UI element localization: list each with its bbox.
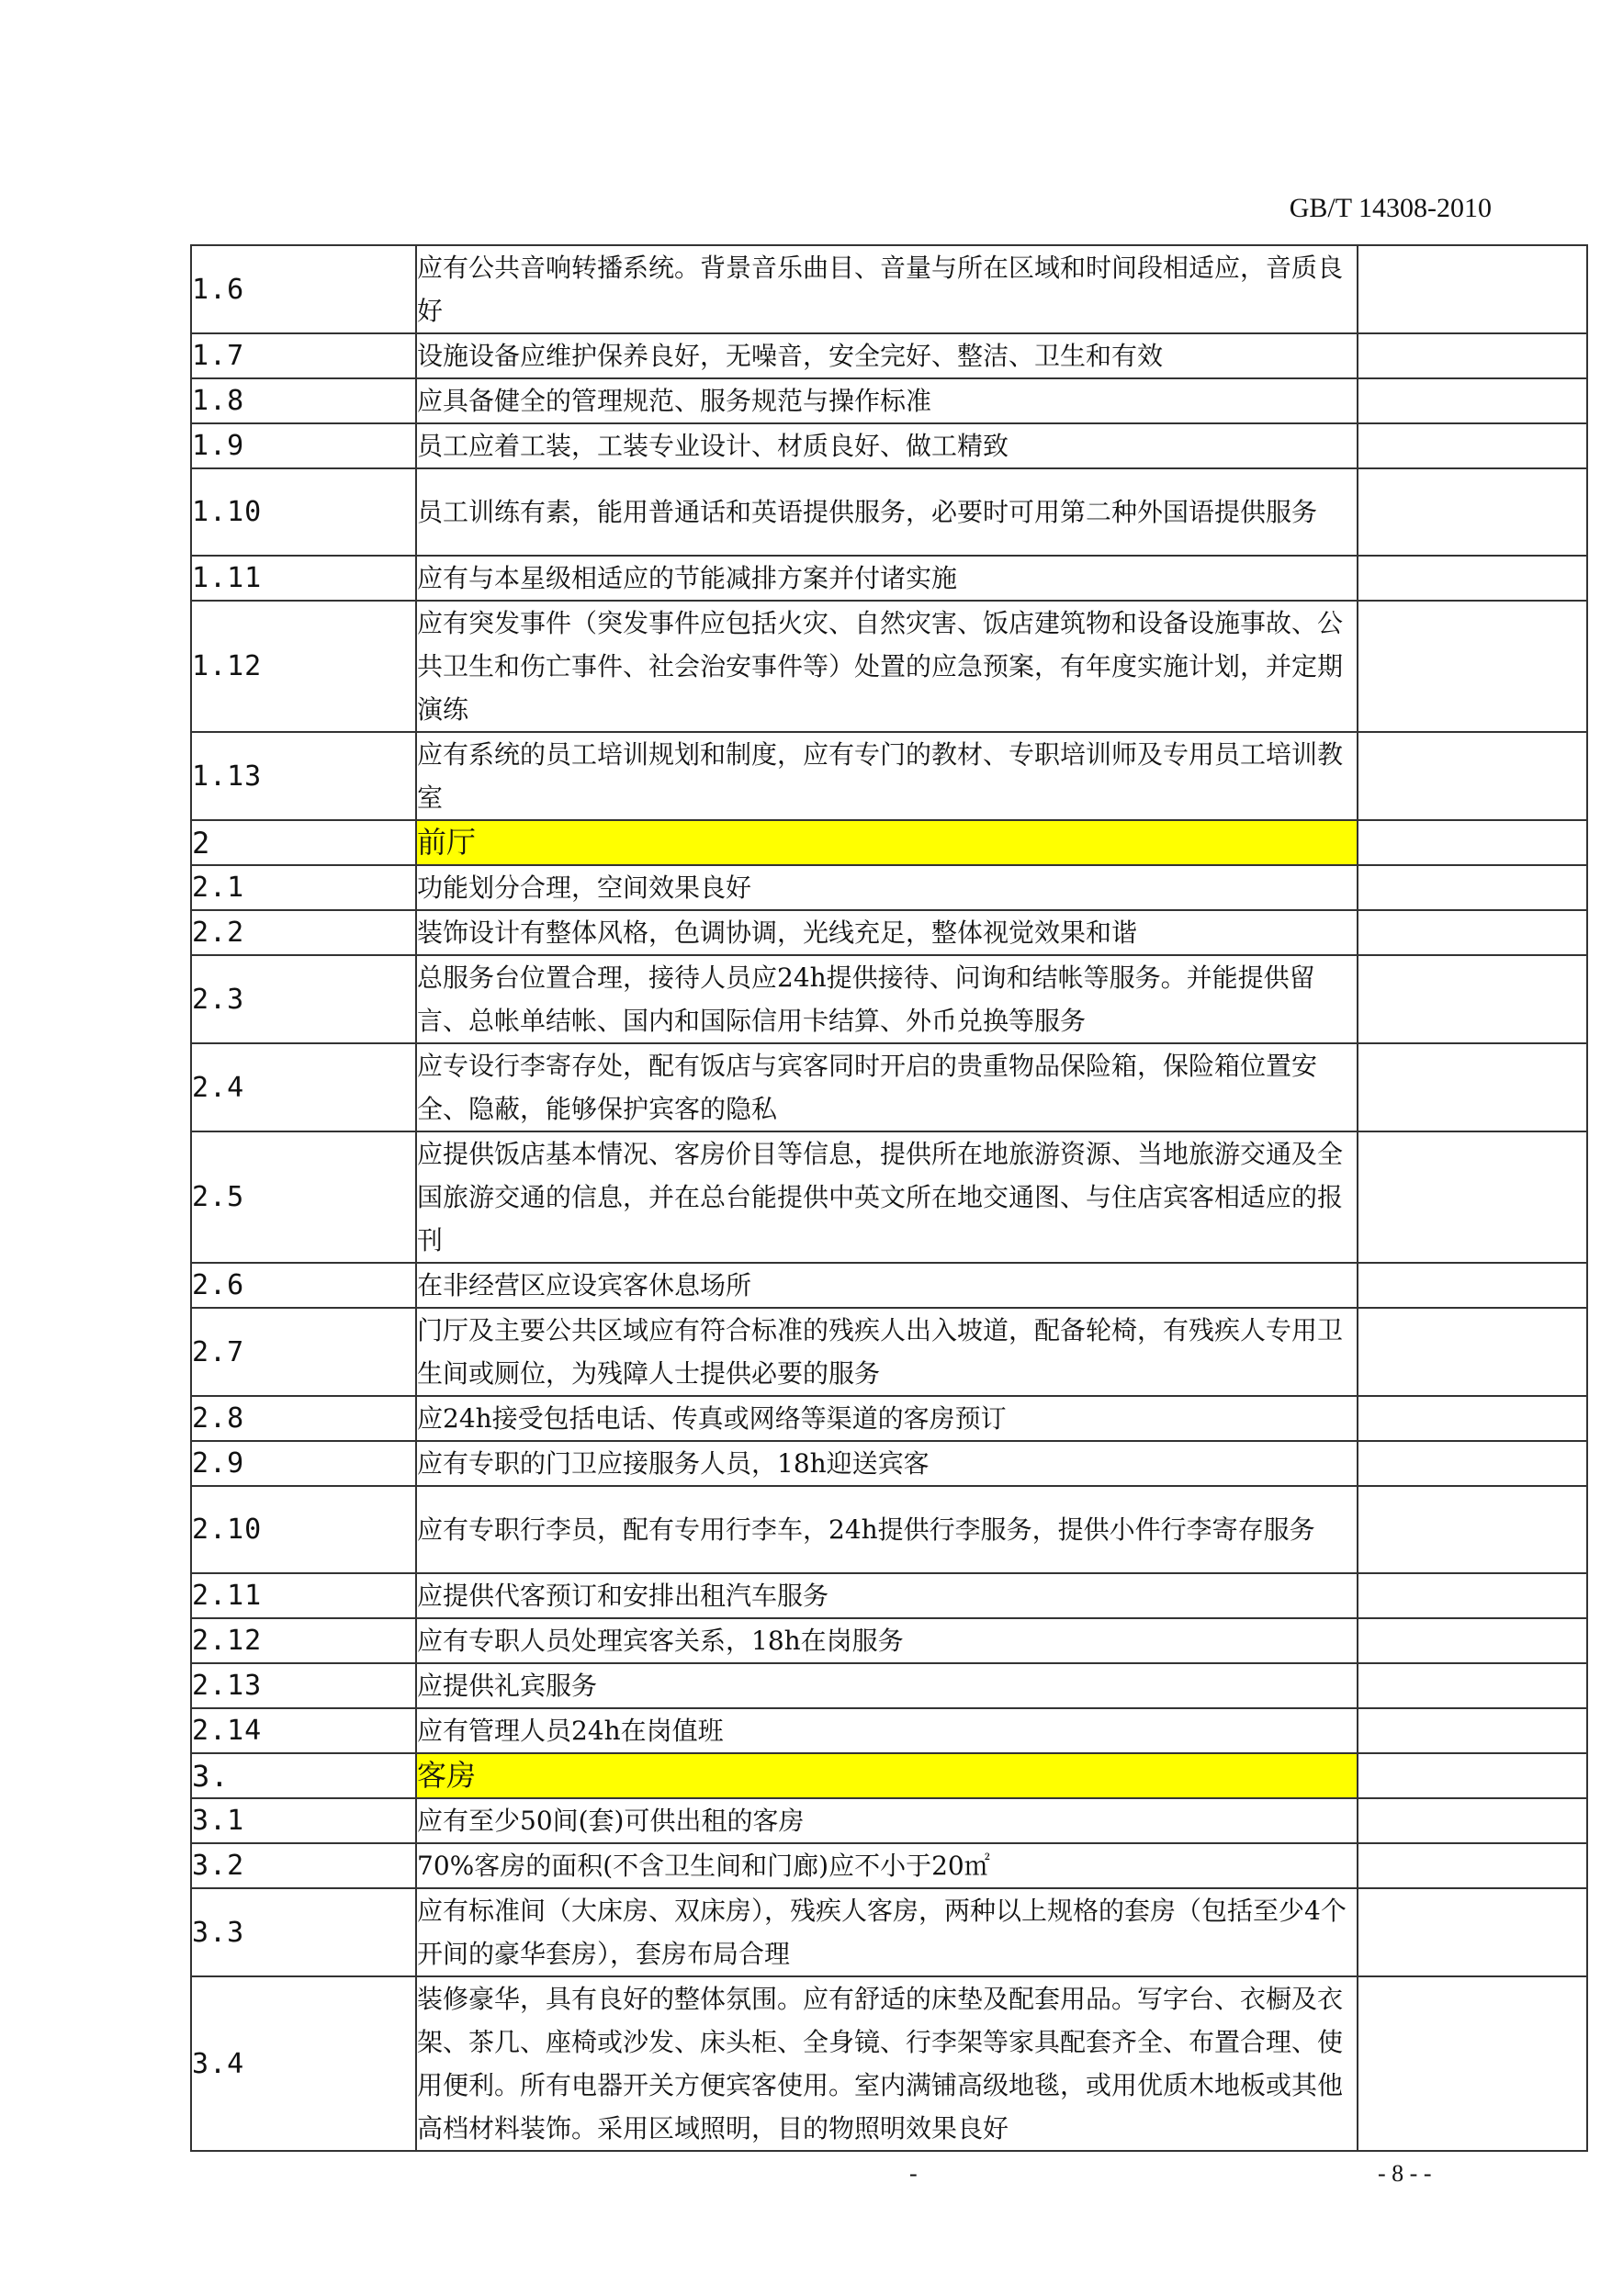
item-requirement: 应有突发事件（突发事件应包括火灾、自然灾害、饭店建筑物和设备设施事故、公共卫生和伤亡事件、社会治安事件等）处置的应急预案，有年度实施计划，并定期演练 bbox=[416, 601, 1358, 732]
document-code: GB/T 14308-2010 bbox=[1289, 193, 1492, 223]
table-row bbox=[191, 955, 1587, 1043]
item-requirement: 员工应着工装，工装专业设计、材质良好、做工精致 bbox=[416, 423, 1358, 468]
section-row bbox=[191, 1753, 1587, 1798]
item-requirement: 应专设行李寄存处，配有饭店与宾客同时开启的贵重物品保险箱，保险箱位置安全、隐蔽，能够保护宾客的隐私 bbox=[416, 1043, 1358, 1131]
table-row bbox=[191, 1573, 1587, 1618]
item-number: 1.6 bbox=[191, 245, 416, 333]
blank-cell bbox=[1358, 601, 1587, 732]
table-row bbox=[191, 910, 1587, 955]
table-row bbox=[191, 1798, 1587, 1843]
item-requirement: 功能划分合理，空间效果良好 bbox=[416, 865, 1358, 910]
table-row bbox=[191, 601, 1587, 732]
item-requirement: 装修豪华，具有良好的整体氛围。应有舒适的床垫及配套用品。写字台、衣橱及衣架、茶几、座椅或沙发、床头柜、全身镜、行李架等家具配套齐全、布置合理、使用便利。所有电器开关方便宾客使用。室内满铺高级地毯，或用优质木地板或其他高档材料装饰。采用区域照明，目的物照明效果良好 bbox=[416, 1976, 1358, 2151]
table-row bbox=[191, 1263, 1587, 1308]
blank-cell bbox=[1358, 1798, 1587, 1843]
item-requirement: 应有专职行李员，配有专用行李车，24h提供行李服务，提供小件行李寄存服务 bbox=[416, 1486, 1358, 1573]
item-requirement: 应有系统的员工培训规划和制度，应有专门的教材、专职培训师及专用员工培训教室 bbox=[416, 732, 1358, 820]
item-number: 2.6 bbox=[191, 1263, 416, 1308]
blank-cell bbox=[1358, 1663, 1587, 1708]
blank-cell bbox=[1358, 955, 1587, 1043]
item-number: 2.7 bbox=[191, 1308, 416, 1396]
blank-cell bbox=[1358, 910, 1587, 955]
blank-cell bbox=[1358, 1131, 1587, 1263]
table-row bbox=[191, 378, 1587, 423]
blank-cell bbox=[1358, 1263, 1587, 1308]
blank-cell bbox=[1358, 1441, 1587, 1486]
blank-cell bbox=[1358, 732, 1587, 820]
item-number: 2 bbox=[191, 820, 416, 865]
table-row bbox=[191, 333, 1587, 378]
blank-cell bbox=[1358, 333, 1587, 378]
table-row bbox=[191, 468, 1587, 556]
item-number: 3.2 bbox=[191, 1843, 416, 1888]
table-row bbox=[191, 556, 1587, 601]
standards-table bbox=[190, 244, 1588, 2152]
table-row bbox=[191, 1618, 1587, 1663]
item-requirement: 门厅及主要公共区域应有符合标准的残疾人出入坡道，配备轮椅，有残疾人专用卫生间或厕位，为残障人士提供必要的服务 bbox=[416, 1308, 1358, 1396]
table-row bbox=[191, 1486, 1587, 1573]
item-number: 2.9 bbox=[191, 1441, 416, 1486]
item-requirement: 应有管理人员24h在岗值班 bbox=[416, 1708, 1358, 1753]
table-row bbox=[191, 423, 1587, 468]
item-requirement: 总服务台位置合理，接待人员应24h提供接待、问询和结帐等服务。并能提供留言、总帐单结帐、国内和国际信用卡结算、外币兑换等服务 bbox=[416, 955, 1358, 1043]
blank-cell bbox=[1358, 245, 1587, 333]
item-requirement: 在非经营区应设宾客休息场所 bbox=[416, 1263, 1358, 1308]
item-requirement: 应有标准间（大床房、双床房），残疾人客房，两种以上规格的套房（包括至少4个开间的豪华套房），套房布局合理 bbox=[416, 1888, 1358, 1976]
item-requirement: 应有至少50间(套)可供出租的客房 bbox=[416, 1798, 1358, 1843]
blank-cell bbox=[1358, 1753, 1587, 1798]
item-number: 3. bbox=[191, 1753, 416, 1798]
blank-cell bbox=[1358, 1308, 1587, 1396]
table-row bbox=[191, 1843, 1587, 1888]
table-row bbox=[191, 1888, 1587, 1976]
item-number: 3.1 bbox=[191, 1798, 416, 1843]
item-requirement: 应有与本星级相适应的节能减排方案并付诸实施 bbox=[416, 556, 1358, 601]
footer-dash: - bbox=[909, 2160, 918, 2187]
item-number: 2.2 bbox=[191, 910, 416, 955]
table-row bbox=[191, 1976, 1587, 2151]
item-requirement: 装饰设计有整体风格，色调协调，光线充足，整体视觉效果和谐 bbox=[416, 910, 1358, 955]
table-row bbox=[191, 1131, 1587, 1263]
item-number: 2.10 bbox=[191, 1486, 416, 1573]
item-requirement: 应提供饭店基本情况、客房价目等信息，提供所在地旅游资源、当地旅游交通及全国旅游交通的信息，并在总台能提供中英文所在地交通图、与住店宾客相适应的报刊 bbox=[416, 1131, 1358, 1263]
blank-cell bbox=[1358, 1708, 1587, 1753]
table-row bbox=[191, 1043, 1587, 1131]
item-requirement: 70%客房的面积(不含卫生间和门廊)应不小于20㎡ bbox=[416, 1843, 1358, 1888]
blank-cell bbox=[1358, 378, 1587, 423]
item-number: 2.13 bbox=[191, 1663, 416, 1708]
blank-cell bbox=[1358, 1618, 1587, 1663]
blank-cell bbox=[1358, 556, 1587, 601]
item-number: 1.8 bbox=[191, 378, 416, 423]
table-row bbox=[191, 245, 1587, 333]
item-number: 2.12 bbox=[191, 1618, 416, 1663]
item-requirement: 应有专职的门卫应接服务人员，18h迎送宾客 bbox=[416, 1441, 1358, 1486]
item-requirement: 员工训练有素，能用普通话和英语提供服务，必要时可用第二种外国语提供服务 bbox=[416, 468, 1358, 556]
item-requirement: 应提供代客预订和安排出租汽车服务 bbox=[416, 1573, 1358, 1618]
blank-cell bbox=[1358, 1843, 1587, 1888]
table-row bbox=[191, 865, 1587, 910]
item-number: 2.4 bbox=[191, 1043, 416, 1131]
item-number: 3.3 bbox=[191, 1888, 416, 1976]
item-requirement: 应有专职人员处理宾客关系，18h在岗服务 bbox=[416, 1618, 1358, 1663]
standards-table-body bbox=[191, 245, 1587, 2151]
item-requirement: 应具备健全的管理规范、服务规范与操作标准 bbox=[416, 378, 1358, 423]
item-number: 1.12 bbox=[191, 601, 416, 732]
blank-cell bbox=[1358, 1573, 1587, 1618]
blank-cell bbox=[1358, 423, 1587, 468]
section-title: 前厅 bbox=[416, 820, 1358, 865]
section-title: 客房 bbox=[416, 1753, 1358, 1798]
table-row bbox=[191, 732, 1587, 820]
item-number: 2.11 bbox=[191, 1573, 416, 1618]
blank-cell bbox=[1358, 468, 1587, 556]
blank-cell bbox=[1358, 820, 1587, 865]
table-row bbox=[191, 1708, 1587, 1753]
item-number: 2.14 bbox=[191, 1708, 416, 1753]
table-row bbox=[191, 1663, 1587, 1708]
item-requirement: 应提供礼宾服务 bbox=[416, 1663, 1358, 1708]
item-requirement: 应有公共音响转播系统。背景音乐曲目、音量与所在区域和时间段相适应，音质良好 bbox=[416, 245, 1358, 333]
blank-cell bbox=[1358, 865, 1587, 910]
blank-cell bbox=[1358, 1888, 1587, 1976]
item-requirement: 应24h接受包括电话、传真或网络等渠道的客房预订 bbox=[416, 1396, 1358, 1441]
item-number: 1.9 bbox=[191, 423, 416, 468]
item-number: 1.7 bbox=[191, 333, 416, 378]
item-number: 3.4 bbox=[191, 1976, 416, 2151]
item-number: 1.10 bbox=[191, 468, 416, 556]
table-row bbox=[191, 1308, 1587, 1396]
item-number: 2.1 bbox=[191, 865, 416, 910]
item-number: 2.3 bbox=[191, 955, 416, 1043]
item-number: 1.13 bbox=[191, 732, 416, 820]
item-number: 1.11 bbox=[191, 556, 416, 601]
item-number: 2.8 bbox=[191, 1396, 416, 1441]
item-requirement: 设施设备应维护保养良好，无噪音，安全完好、整洁、卫生和有效 bbox=[416, 333, 1358, 378]
section-row bbox=[191, 820, 1587, 865]
item-number: 2.5 bbox=[191, 1131, 416, 1263]
blank-cell bbox=[1358, 1976, 1587, 2151]
page-number: - 8 - - bbox=[1378, 2160, 1432, 2187]
blank-cell bbox=[1358, 1486, 1587, 1573]
table-row bbox=[191, 1396, 1587, 1441]
blank-cell bbox=[1358, 1396, 1587, 1441]
blank-cell bbox=[1358, 1043, 1587, 1131]
table-row bbox=[191, 1441, 1587, 1486]
